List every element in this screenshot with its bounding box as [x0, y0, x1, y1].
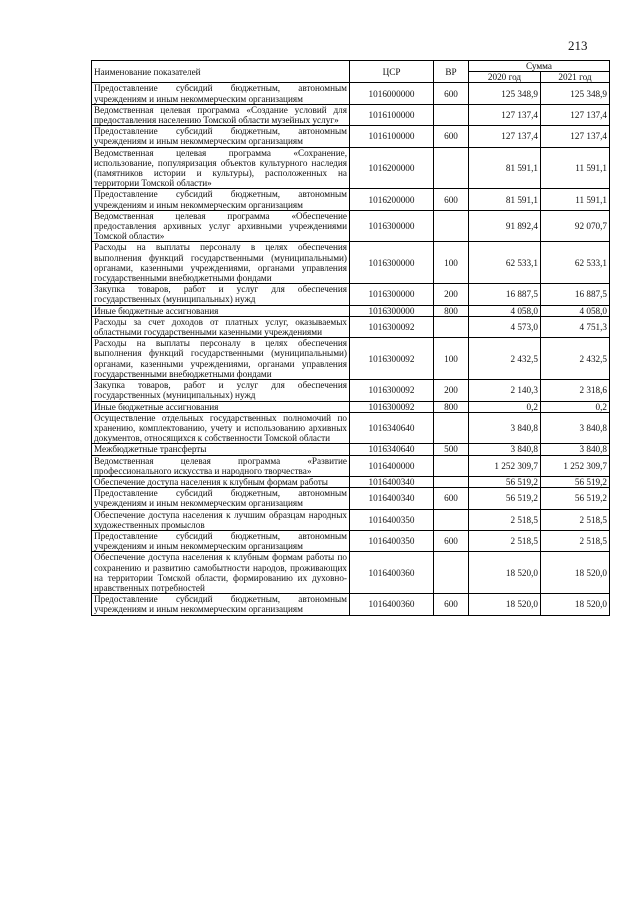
row-name: Предоставление субсидий бюджетным, автономным учреждениям и иным некоммерческим организациям	[92, 530, 350, 551]
row-sum-2021: 1 252 309,7	[541, 455, 610, 476]
row-vr: 500	[434, 444, 469, 455]
row-vr	[434, 476, 469, 487]
row-vr: 100	[434, 338, 469, 380]
row-sum-2021: 4 058,0	[541, 305, 610, 316]
row-sum-2020: 3 840,8	[469, 444, 541, 455]
row-name: Иные бюджетные ассигнования	[92, 305, 350, 316]
table-row	[92, 444, 610, 455]
row-name: Обеспечение доступа населения к клубным формам работы	[92, 476, 350, 487]
row-sum-2020: 2 518,5	[469, 530, 541, 551]
row-sum-2020: 4 058,0	[469, 305, 541, 316]
row-sum-2020: 81 591,1	[469, 147, 541, 189]
row-csr: 1016000000	[350, 83, 434, 104]
table-row	[92, 509, 610, 530]
row-csr: 1016100000	[350, 126, 434, 147]
row-sum-2021: 62 533,1	[541, 242, 610, 284]
row-name: Закупка товаров, работ и услуг для обеспечения государственных (муниципальных) нужд	[92, 284, 350, 305]
row-sum-2020: 0,2	[469, 401, 541, 412]
row-sum-2020: 16 887,5	[469, 284, 541, 305]
row-csr: 1016400350	[350, 509, 434, 530]
row-csr: 1016400360	[350, 594, 434, 615]
row-vr: 200	[434, 284, 469, 305]
row-name: Ведомственная целевая программа «Создание условий для предоставления населению Томской области музейных услуг»	[92, 104, 350, 125]
row-csr: 1016300000	[350, 242, 434, 284]
row-name: Предоставление субсидий бюджетным, автономным учреждениям и иным некоммерческим организациям	[92, 189, 350, 210]
row-csr: 1016300092	[350, 316, 434, 337]
row-name: Обеспечение доступа населения к клубным формам работы по сохранению и развитию самобытности народов, проживающих на территории Томской области, формированию их духовно-нравственных потребностей	[92, 552, 350, 594]
table-row	[92, 530, 610, 551]
header-year-2021: 2021 год	[541, 72, 610, 83]
table-body	[92, 83, 610, 615]
row-vr: 600	[434, 530, 469, 551]
row-csr: 1016300092	[350, 338, 434, 380]
row-vr: 600	[434, 126, 469, 147]
row-csr: 1016300092	[350, 401, 434, 412]
row-sum-2021: 56 519,2	[541, 488, 610, 509]
row-sum-2021: 3 840,8	[541, 412, 610, 444]
table-row	[92, 147, 610, 189]
row-sum-2020: 62 533,1	[469, 242, 541, 284]
row-name: Осуществление отдельных государственных полномочий по хранению, комплектованию, учету и использованию архивных документов, относящихся к собственности Томской области	[92, 412, 350, 444]
row-name: Предоставление субсидий бюджетным, автономным учреждениям и иным некоммерческим организациям	[92, 594, 350, 615]
row-sum-2021: 125 348,9	[541, 83, 610, 104]
table-row	[92, 126, 610, 147]
table-row	[92, 594, 610, 615]
row-sum-2020: 18 520,0	[469, 594, 541, 615]
table-row	[92, 210, 610, 242]
row-csr: 1016300092	[350, 380, 434, 401]
table-row	[92, 189, 610, 210]
row-sum-2020: 2 432,5	[469, 338, 541, 380]
row-csr: 1016300000	[350, 305, 434, 316]
table-row	[92, 242, 610, 284]
row-vr	[434, 316, 469, 337]
row-sum-2020: 2 518,5	[469, 509, 541, 530]
table-row	[92, 316, 610, 337]
row-csr: 1016100000	[350, 104, 434, 125]
row-sum-2021: 16 887,5	[541, 284, 610, 305]
row-name: Предоставление субсидий бюджетным, автономным учреждениям и иным некоммерческим организациям	[92, 83, 350, 104]
row-vr: 600	[434, 488, 469, 509]
row-name: Расходы на выплаты персоналу в целях обеспечения выполнения функций государственными (муниципальными) органами, казенными учреждениями, органами управления государственными внебюджетными фондами	[92, 242, 350, 284]
row-vr	[434, 412, 469, 444]
row-sum-2020: 127 137,4	[469, 126, 541, 147]
table-row	[92, 401, 610, 412]
row-sum-2020: 81 591,1	[469, 189, 541, 210]
header-name: Наименование показателей	[92, 61, 350, 83]
row-sum-2020: 127 137,4	[469, 104, 541, 125]
table-row	[92, 380, 610, 401]
row-sum-2020: 4 573,0	[469, 316, 541, 337]
page-number: 213	[568, 38, 588, 53]
row-name: Ведомственная целевая программа «Обеспечение предоставления архивных услуг архивными учреждениями Томской области»	[92, 210, 350, 242]
row-sum-2021: 127 137,4	[541, 104, 610, 125]
header-vr: ВР	[434, 61, 469, 83]
row-vr	[434, 104, 469, 125]
row-vr: 200	[434, 380, 469, 401]
row-sum-2021: 4 751,3	[541, 316, 610, 337]
row-vr	[434, 509, 469, 530]
row-sum-2021: 2 432,5	[541, 338, 610, 380]
row-vr: 600	[434, 594, 469, 615]
row-sum-2021: 18 520,0	[541, 552, 610, 594]
row-vr	[434, 552, 469, 594]
table-row	[92, 104, 610, 125]
table-row	[92, 284, 610, 305]
row-sum-2020: 91 892,4	[469, 210, 541, 242]
row-csr: 1016300000	[350, 284, 434, 305]
row-name: Ведомственная целевая программа «Сохранение, использование, популяризация объектов культурного наследия (памятников истории и культуры), расположенных на территории Томской области»	[92, 147, 350, 189]
table-row	[92, 476, 610, 487]
table-row	[92, 338, 610, 380]
table-row	[92, 552, 610, 594]
row-sum-2021: 0,2	[541, 401, 610, 412]
row-name: Ведомственная целевая программа «Развитие профессионального искусства и народного творчества»	[92, 455, 350, 476]
row-name: Предоставление субсидий бюджетным, автономным учреждениям и иным некоммерческим организациям	[92, 488, 350, 509]
row-vr	[434, 455, 469, 476]
row-csr: 1016200000	[350, 189, 434, 210]
row-sum-2021: 11 591,1	[541, 189, 610, 210]
row-sum-2020: 56 519,2	[469, 488, 541, 509]
row-csr: 1016300000	[350, 210, 434, 242]
row-vr	[434, 210, 469, 242]
row-sum-2020: 3 840,8	[469, 412, 541, 444]
row-sum-2021: 11 591,1	[541, 147, 610, 189]
row-name: Межбюджетные трансферты	[92, 444, 350, 455]
row-sum-2021: 2 318,6	[541, 380, 610, 401]
row-vr: 600	[434, 189, 469, 210]
row-csr: 1016340640	[350, 412, 434, 444]
row-csr: 1016200000	[350, 147, 434, 189]
row-name: Обеспечение доступа населения к лучшим образцам народных художественных промыслов	[92, 509, 350, 530]
budget-table	[91, 60, 610, 616]
row-sum-2021: 56 519,2	[541, 476, 610, 487]
row-vr: 600	[434, 83, 469, 104]
row-sum-2021: 2 518,5	[541, 530, 610, 551]
row-sum-2020: 2 140,3	[469, 380, 541, 401]
row-sum-2021: 92 070,7	[541, 210, 610, 242]
table-row	[92, 455, 610, 476]
row-vr: 100	[434, 242, 469, 284]
row-csr: 1016400360	[350, 552, 434, 594]
row-vr	[434, 147, 469, 189]
row-sum-2021: 18 520,0	[541, 594, 610, 615]
row-csr: 1016400340	[350, 476, 434, 487]
row-name: Расходы за счет доходов от платных услуг, оказываемых областными государственными казенными учреждениями	[92, 316, 350, 337]
table-row	[92, 305, 610, 316]
table-row	[92, 412, 610, 444]
row-csr: 1016400340	[350, 488, 434, 509]
row-name: Предоставление субсидий бюджетным, автономным учреждениям и иным некоммерческим организациям	[92, 126, 350, 147]
table-row	[92, 83, 610, 104]
header-sum: Сумма	[469, 61, 610, 72]
header-csr: ЦСР	[350, 61, 434, 83]
row-name: Иные бюджетные ассигнования	[92, 401, 350, 412]
row-vr: 800	[434, 401, 469, 412]
row-sum-2021: 3 840,8	[541, 444, 610, 455]
row-name: Закупка товаров, работ и услуг для обеспечения государственных (муниципальных) нужд	[92, 380, 350, 401]
row-sum-2020: 56 519,2	[469, 476, 541, 487]
row-csr: 1016340640	[350, 444, 434, 455]
header-year-2020: 2020 год	[469, 72, 541, 83]
row-sum-2020: 125 348,9	[469, 83, 541, 104]
row-vr: 800	[434, 305, 469, 316]
row-sum-2020: 18 520,0	[469, 552, 541, 594]
row-name: Расходы на выплаты персоналу в целях обеспечения выполнения функций государственными (муниципальными) органами, казенными учреждениями, органами управления государственными внебюджетными фондами	[92, 338, 350, 380]
row-csr: 1016400350	[350, 530, 434, 551]
row-sum-2021: 127 137,4	[541, 126, 610, 147]
table-row	[92, 488, 610, 509]
row-csr: 1016400000	[350, 455, 434, 476]
row-sum-2020: 1 252 309,7	[469, 455, 541, 476]
row-sum-2021: 2 518,5	[541, 509, 610, 530]
